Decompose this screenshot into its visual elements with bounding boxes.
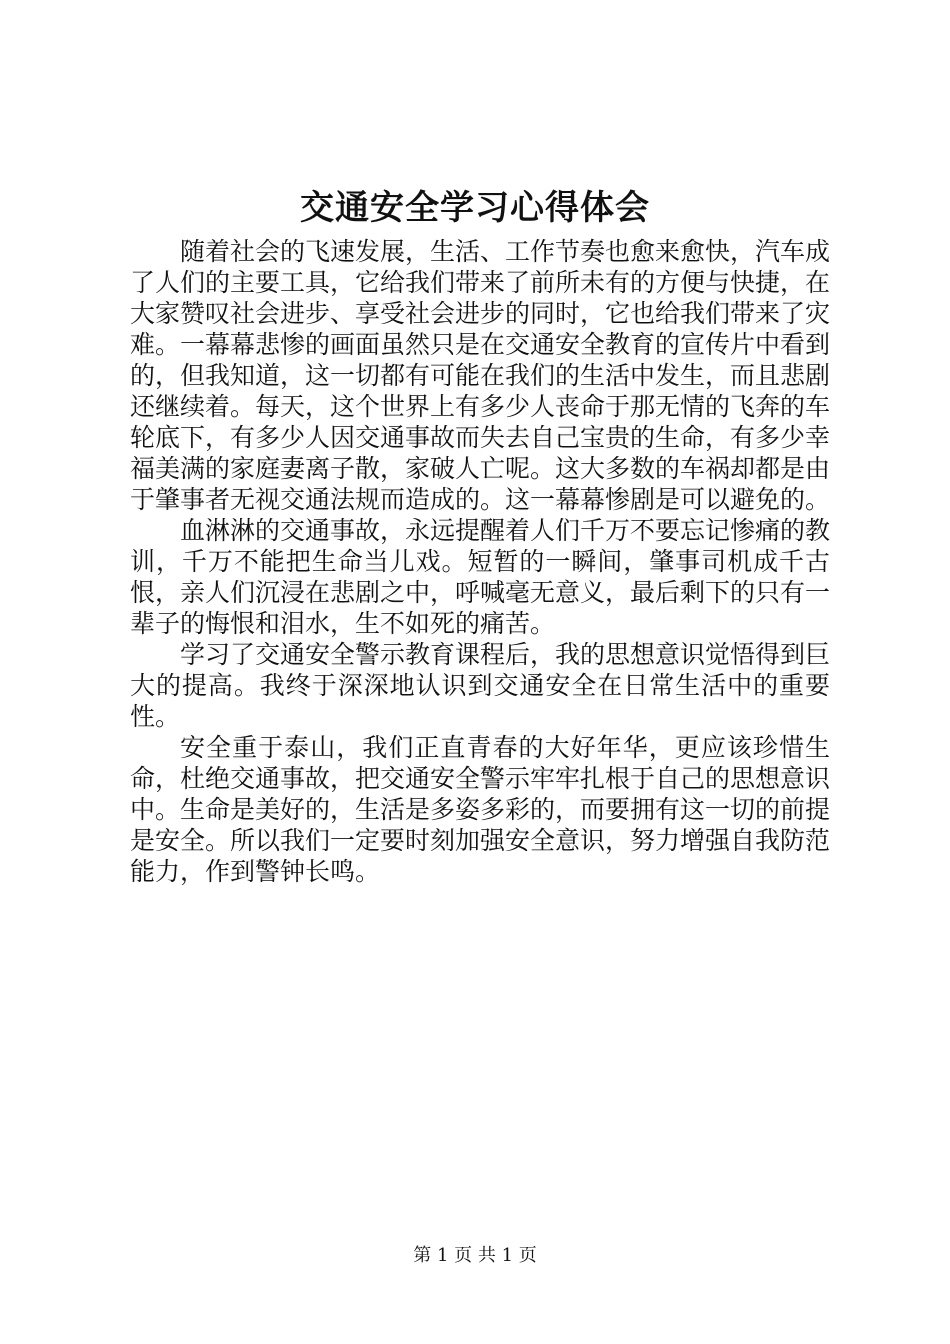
page-number-footer: 第 1 页 共 1 页 (413, 1245, 537, 1266)
paragraph-4: 安全重于泰山，我们正直青春的大好年华，更应该珍惜生命，杜绝交通事故，把交通安全警示牢牢扎根于自己的思想意识中。生命是美好的，生活是多姿多彩的，而要拥有这一切的前提是安全。所以我们一定要时刻加强安全意识，努力增强自我防范能力，作到警钟长鸣。 (130, 733, 831, 886)
paragraph-2: 血淋淋的交通事故，永远提醒着人们千万不要忘记惨痛的教训，千万不能把生命当儿戏。短暂的一瞬间，肇事司机成千古恨，亲人们沉浸在悲剧之中，呼喊毫无意义，最后剩下的只有一辈子的悔恨和泪水，生不如死的痛苦。 (130, 516, 831, 638)
paragraph-3: 学习了交通安全警示教育课程后，我的思想意识觉悟得到巨大的提高。我终于深深地认识到交通安全在日常生活中的重要性。 (130, 640, 831, 731)
document-body (130, 236, 830, 887)
paragraph-1: 随着社会的飞速发展，生活、工作节奏也愈来愈快，汽车成了人们的主要工具，它给我们带来了前所未有的方便与快捷，在大家赞叹社会进步、享受社会进步的同时，它也给我们带来了灾难。一幕幕悲惨的画面虽然只是在交通安全教育的宣传片中看到的，但我知道，这一切都有可能在我们的生活中发生，而且悲剧还继续着。每天，这个世界上有多少人丧命于那无情的飞奔的车轮底下，有多少人因交通事故而失去自己宝贵的生命，有多少幸福美满的家庭妻离子散，家破人亡呢。这大多数的车祸却都是由于肇事者无视交通法规而造成的。这一幕幕惨剧是可以避免的。 (130, 237, 831, 514)
document-title: 交通安全学习心得体会 (300, 188, 650, 228)
